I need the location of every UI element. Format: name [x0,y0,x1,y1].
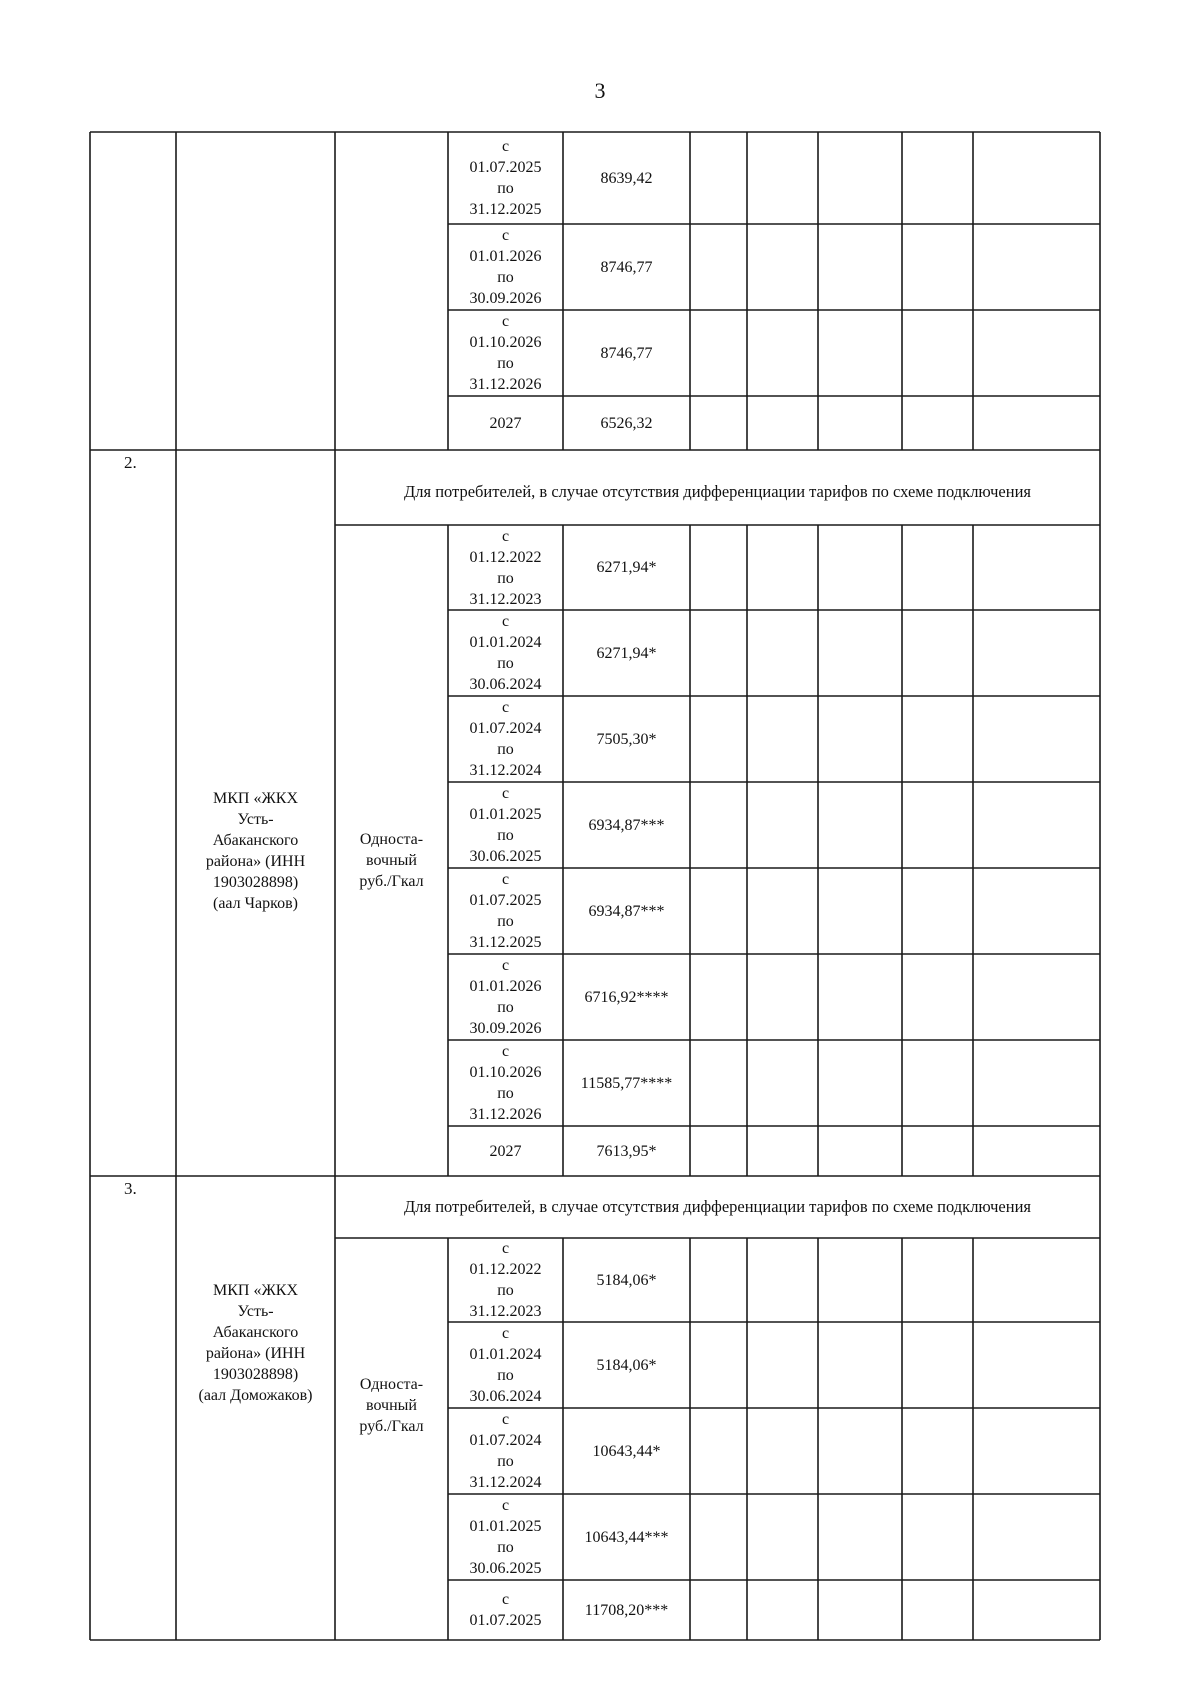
period-to: 31.12.2024 [469,762,542,779]
period-cell [448,224,563,310]
tariff-value: 6934,87*** [588,902,665,920]
org-line: МКП «ЖКХ [212,789,298,807]
period-prefix: с [501,613,510,630]
year-cell: 2027 [489,414,522,432]
tariff-type-line: Односта- [359,831,424,848]
period-to: 30.06.2025 [469,848,542,865]
tariff-type-line: руб./Гкал [359,873,424,890]
period-cell [448,954,563,1040]
period-to: 31.12.2025 [469,934,542,951]
period-to: 31.12.2023 [469,1303,542,1320]
tariff-value: 8639,42 [600,169,653,187]
period-cell [448,132,563,224]
period-cell [448,782,563,868]
period-to-prefix: по [497,999,514,1016]
period-prefix: с [501,1497,510,1514]
period-to-prefix: по [497,569,514,587]
tariff-value: 5184,06* [596,1271,657,1289]
period-from: 01.10.2026 [469,1064,542,1081]
period-cell [448,1322,563,1408]
period-prefix: с [501,138,510,155]
period-from: 01.10.2026 [469,334,542,351]
section-header: Для потребителей, в случае отсутствия дифференциации тарифов по схеме подключения [403,481,1032,501]
period-from: 01.07.2024 [469,1432,542,1449]
tariff-type-line: руб./Гкал [359,1417,424,1435]
org-line: района» (ИНН [205,852,306,870]
tariff-value: 8746,77 [600,344,653,362]
period-from: 01.01.2025 [469,806,542,823]
period-cell [448,1040,563,1126]
organization-name [176,1238,335,1438]
period-to: 30.09.2026 [469,1020,542,1037]
period-to: 31.12.2024 [469,1474,542,1491]
period-from: 01.07.2025 [469,1612,542,1629]
period-to-prefix: по [497,355,514,372]
period-to: 30.09.2026 [469,290,542,307]
period-to: 31.12.2026 [469,376,542,393]
org-line: (аал Чарков) [213,894,298,912]
tariff-value: 7505,30* [596,730,657,748]
period-cell [448,696,563,782]
period-prefix: с [501,871,510,888]
tariff-value: 11585,77**** [580,1074,673,1092]
tariff-value: 10643,44*** [584,1528,669,1546]
period-cell [448,1408,563,1494]
row-number: 3. [124,1179,137,1198]
tariff-value: 8746,77 [600,258,653,276]
period-prefix: с [501,1043,510,1060]
tariff-value: 7613,95* [596,1142,657,1160]
year-cell: 2027 [489,1142,522,1160]
tariff-value: 6934,87*** [588,816,665,834]
period-prefix: с [501,227,510,244]
tariff-value: 6271,94* [596,644,657,662]
period-prefix: с [501,1325,510,1342]
period-to-prefix: по [497,1539,514,1556]
period-from: 01.01.2026 [469,248,542,265]
page-number: 3 [594,78,606,103]
period-prefix: с [501,527,510,545]
period-cell [448,525,563,610]
period-cell [448,1580,563,1640]
period-prefix: с [501,699,510,716]
period-to-prefix: по [497,827,514,844]
period-to-prefix: по [497,269,514,286]
org-line: 1903028898) [212,1366,299,1383]
period-to: 31.12.2026 [469,1106,542,1123]
period-to-prefix: по [497,180,514,197]
org-line: Усть- [237,810,274,828]
period-to: 30.06.2024 [469,676,542,693]
period-to-prefix: по [497,913,514,930]
section-header: Для потребителей, в случае отсутствия дифференциации тарифов по схеме подключения [403,1197,1032,1216]
org-line: района» (ИНН [205,1345,306,1362]
period-cell [448,868,563,954]
tariff-value: 10643,44* [592,1442,661,1460]
period-from: 01.01.2026 [469,978,542,995]
tariff-type [335,1360,448,1450]
period-from: 01.12.2022 [469,548,542,566]
period-prefix: с [501,1411,510,1428]
tariff-value: 11708,20*** [584,1601,669,1619]
period-from: 01.07.2025 [469,892,542,909]
period-prefix: с [501,785,510,802]
period-to-prefix: по [497,1282,514,1299]
period-to: 31.12.2023 [469,590,542,608]
org-line: (аал Доможаков) [198,1387,313,1404]
tariff-type-line: вочный [366,852,417,869]
tariff-type [335,525,448,1176]
period-from: 01.12.2022 [469,1261,542,1278]
period-prefix: с [501,957,510,974]
org-line: 1903028898) [212,873,299,891]
tariff-value: 6271,94* [596,559,657,576]
period-cell [448,610,563,696]
org-line: Усть- [237,1303,274,1320]
org-line: МКП «ЖКХ [212,1282,298,1299]
period-to-prefix: по [497,655,514,672]
tariff-type-line: Односта- [359,1375,424,1393]
period-to: 31.12.2025 [469,201,542,218]
org-line: Абаканского [212,1324,299,1341]
tariff-value: 6526,32 [600,414,653,432]
period-cell [448,310,563,396]
tariff-type-line: вочный [366,1396,417,1414]
row-number: 2. [124,453,137,472]
tariff-value: 6716,92**** [584,988,669,1006]
period-prefix: с [501,313,510,330]
tariff-value: 5184,06* [596,1356,657,1374]
period-to-prefix: по [497,1453,514,1470]
period-from: 01.01.2024 [469,1346,542,1363]
period-to-prefix: по [497,741,514,758]
org-line: Абаканского [212,831,299,849]
period-from: 01.07.2024 [469,720,542,737]
period-from: 01.07.2025 [469,159,542,176]
period-prefix: с [501,1240,510,1257]
organization-name [176,525,335,1176]
period-to-prefix: по [497,1085,514,1102]
period-cell [448,1238,563,1322]
period-to-prefix: по [497,1367,514,1384]
period-from: 01.01.2025 [469,1518,542,1535]
period-cell [448,1494,563,1580]
period-to: 30.06.2025 [469,1560,542,1577]
period-from: 01.01.2024 [469,634,542,651]
period-to: 30.06.2024 [469,1388,542,1405]
period-prefix: с [501,1591,510,1608]
